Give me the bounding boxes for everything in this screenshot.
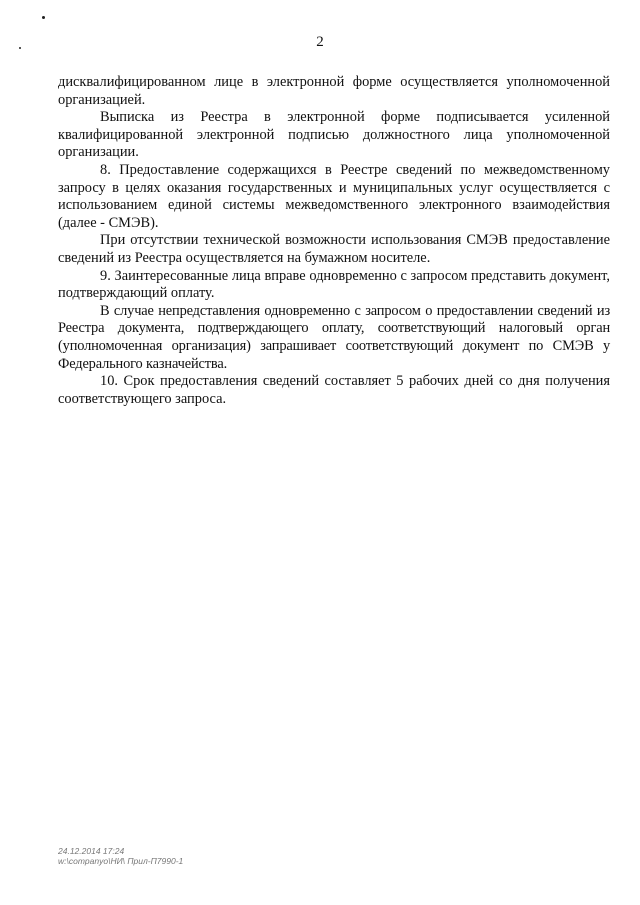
- footer-timestamp: 24.12.2014 17:24: [58, 846, 125, 856]
- paragraph: Выписка из Реестра в электронной форме подписывается усиленной квалифицированной электронной подписью должностного лица уполномоченной организации.: [58, 109, 610, 161]
- scan-speck: [42, 16, 45, 19]
- footer-file-path: w:\companyo\НИ\ Прил-П7990-1: [58, 856, 184, 866]
- footer-stamp: [58, 846, 183, 866]
- page-number: 2: [316, 34, 324, 50]
- paragraph: 8. Предоставление содержащихся в Реестре сведений по межведомственному запросу в целях оказания государственных и муниципальных услуг осуществляется с использованием единой системы межведомственного электронного взаимодействия (далее - СМЭВ).: [58, 161, 610, 231]
- paragraph: 9. Заинтересованные лица вправе одновременно с запросом представить документ, подтверждающий оплату.: [58, 267, 610, 302]
- paragraph: При отсутствии технической возможности использования СМЭВ предоставление сведений из Реестра осуществляется на бумажном носителе.: [58, 232, 610, 266]
- paragraph: дисквалифицированном лице в электронной форме осуществляется уполномоченной организацией.: [58, 74, 610, 108]
- paragraph: 10. Срок предоставления сведений составляет 5 рабочих дней со дня получения соответствующего запроса.: [58, 373, 610, 407]
- paragraph: В случае непредставления одновременно с запросом о предоставлении сведений из Реестра документа, подтверждающего оплату, соответствующий налоговый орган (уполномоченная организация) запрашивает соответствующий документ по СМЭВ у Федерального казначейства.: [58, 302, 610, 372]
- document-body: [58, 74, 610, 408]
